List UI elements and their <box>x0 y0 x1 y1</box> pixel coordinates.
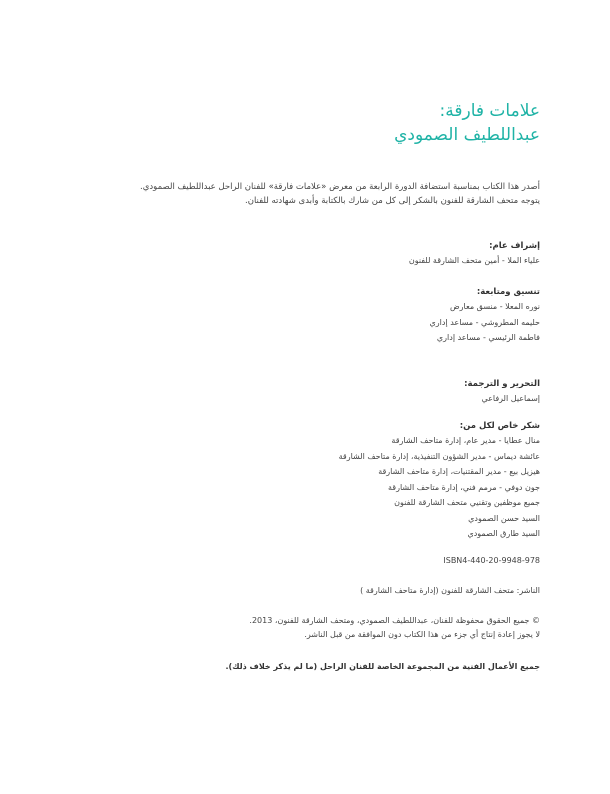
credit-line: إسماعيل الرفاعي <box>481 394 540 403</box>
copyright-notice <box>40 614 540 642</box>
credit-line: السيد حسن الصمودي <box>468 513 540 523</box>
copyright-line: © جميع الحقوق محفوظة للفنان، عبداللطيف الصمودي، ومتحف الشارقة للفنون، 2013. <box>249 616 540 625</box>
credit-line: السيد طارق الصمودي <box>467 529 540 538</box>
publisher: الناشر: متحف الشارقة للفنون (إدارة متاحف الشارقة ) <box>360 586 540 595</box>
section-heading: شكر خاص لكل من: <box>459 421 540 431</box>
credit-line: عائشة ديماس - مدير الشؤون التنفيذية، إدارة متاحف الشارقة <box>338 451 540 461</box>
section-heading: إشراف عام: <box>489 241 540 251</box>
thanks-section <box>40 420 540 542</box>
supervision-section <box>40 240 540 269</box>
intro-line: يتوجه متحف الشارقة للفنون بالشكر إلى كل من شارك بالكتابة وأبدى شهادته للفنان. <box>245 196 540 206</box>
credit-line: فاطمة الرئيسي - مساعد إداري <box>436 333 540 342</box>
credit-line: علياء الملا - أمين متحف الشارقة للفنون <box>408 256 540 265</box>
isbn: ISBN4-440-20-9948-978 <box>443 556 540 565</box>
credit-line: جميع موظفين وتقنيي متحف الشارقة للفنون <box>394 498 540 507</box>
intro-paragraph <box>40 180 540 208</box>
coordination-section <box>40 286 540 346</box>
section-heading: تنسيق ومتابعة: <box>476 287 540 297</box>
credit-line: نوره المعلا - منسق معارض <box>449 302 540 311</box>
editing-section <box>40 378 540 407</box>
credit-line: هيزيل بيع - مدير المقتنيات، إدارة متاحف الشارقة <box>378 467 540 476</box>
title-line-2: عبداللطيف الصمودي <box>394 125 540 145</box>
artworks-note: جميع الأعمال الفنية من المجموعة الخاصة للفنان الراحل (ما لم يذكر خلاف ذلك). <box>225 662 540 671</box>
credit-line: حليمه المطروشي - مساعد إداري <box>429 317 540 327</box>
credit-line: جون دوفي - مرمم فني، إدارة متاحف الشارقة <box>388 482 540 492</box>
intro-line: أصدر هذا الكتاب بمناسبة استضافة الدورة الرابعة من معرض «علامات فارقة» للفنان الراحل عبداللطيف الصمودي. <box>140 182 540 192</box>
section-heading: التحرير و الترجمة: <box>464 379 540 389</box>
title-line-1: علامات فارقة: <box>439 101 540 121</box>
copyright-line: لا يجوز إعادة إنتاج أي جزء من هذا الكتاب دون الموافقة من قبل الناشر. <box>304 630 540 639</box>
credit-line: منال عطايا - مدير عام، إدارة متاحف الشارقة <box>391 436 540 445</box>
